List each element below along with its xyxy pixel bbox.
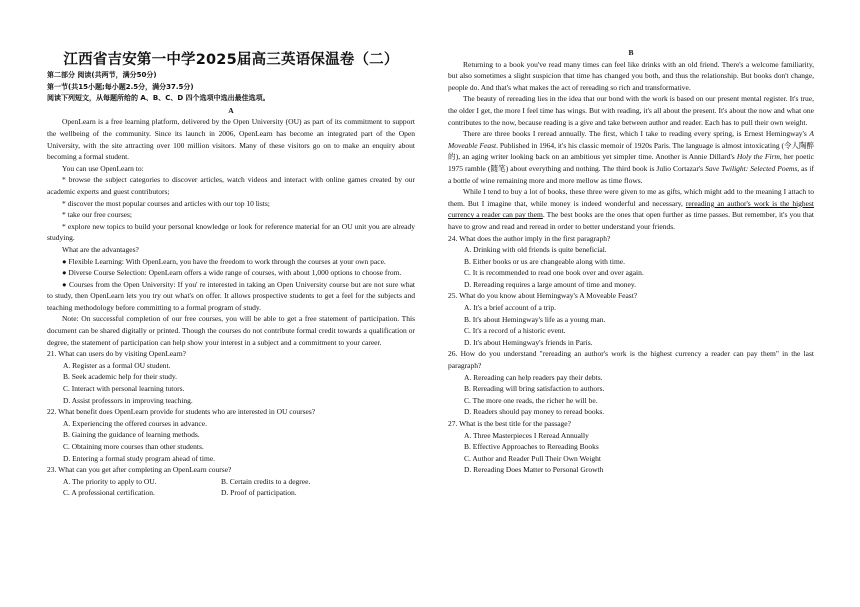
passage-b-paragraph: The beauty of rereading lies in the idea that our bond with the work is based on our present mental register. It's true, the older I get, the more I feel time has wings. But with reading, it's all about the present. It's about the now and what one contributes to the now, because reading is a give and take between author and reader. Each has to pull their own weight.: [448, 94, 814, 127]
option[interactable]: C. Interact with personal learning tutors.: [63, 384, 185, 394]
advantage-item: ● Courses from the Open University: If you' re interested in taking an Open University course but are not sure what to study, then OpenLearn lets you try out what's on offer. It allows prospective students to get a feel for the subjects and teaching methodology before committing to a formal program of study.: [47, 279, 415, 312]
question-stem: 25. What do you know about Hemingway's A Moveable Feast?: [448, 291, 638, 301]
right-column: [448, 0, 814, 476]
option[interactable]: D. It's about Hemingway's friends in Paris.: [464, 337, 593, 347]
note-paragraph: Note: On successful completion of our free courses, you will be able to get a free statement of participation. This document can be shared digitally or printed. Though the courses do not contribute formal credit towards a qualification or degree, the statement of participation can help show your interest in a subject and a commitment to your career.: [47, 314, 415, 347]
option[interactable]: D. Assist professors in improving teaching.: [63, 395, 193, 405]
option[interactable]: B. Rereading will bring satisfaction to authors.: [464, 384, 605, 394]
option[interactable]: A. Three Masterpieces I Reread Annually: [464, 430, 589, 440]
option[interactable]: A. The priority to apply to OU.: [63, 476, 157, 486]
bullet-item: * browse the subject categories to discover articles, watch videos and interact with online games created by our academic experts and guest contributors;: [47, 175, 415, 196]
instruction-text: 阅读下列短文，从每题所给的 A、B、C、D 四个选项中选出最佳选项。: [47, 94, 270, 103]
question-21: [47, 348, 415, 406]
option[interactable]: D. Proof of participation.: [221, 488, 297, 498]
passage-b-paragraph: [448, 128, 814, 186]
text-run: , her poetic 1975 ramble (随笔) about everything and nothing. The third book is Julio Cortazar's: [448, 152, 814, 173]
question-stem: 21. What can users do by visiting OpenLearn?: [47, 349, 186, 359]
question-stem: 24. What does the author imply in the first paragraph?: [448, 233, 611, 243]
passage-a-paragraph: You can use OpenLearn to:: [62, 163, 144, 173]
question-22: [47, 406, 415, 464]
book-title: Save Twilight: Selected Poems: [705, 163, 798, 173]
option[interactable]: B. Seek academic help for their study.: [63, 372, 178, 382]
option[interactable]: D. Entering a formal study program ahead of time.: [63, 453, 216, 463]
option[interactable]: C. The more one reads, the richer he will be.: [464, 395, 598, 405]
text-run: While I tend to buy a lot of books, these three were given to me as gifts, which might add to the meaning I attach to them. But I imagine that, while money is indeed wonderful and necessary,: [448, 187, 814, 208]
question-27: [448, 418, 814, 476]
text-run: , as if a bottle of wine remaining more and more mellow as time flows.: [448, 163, 814, 185]
option[interactable]: A. Register as a formal OU student.: [63, 360, 171, 370]
passage-a-paragraph: What are the advantages?: [62, 244, 139, 254]
question-stem: 26. How do you understand "rereading an author's work is the highest currency a reader can pay them" in the last paragraph?: [448, 349, 814, 371]
left-column: [47, 0, 415, 499]
advantage-item: ● Diverse Course Selection: OpenLearn offers a wide range of courses, with about 1,000 options to choose from.: [62, 268, 402, 278]
option[interactable]: C. It's a record of a historic event.: [464, 326, 566, 336]
option[interactable]: C. It is recommended to read one book over and over again.: [464, 268, 644, 278]
question-23: [47, 464, 415, 499]
question-26: [448, 348, 814, 418]
passage-b-label: B: [628, 48, 634, 57]
book-title: A Moveable Feast: [448, 129, 814, 150]
section-heading: 第一节(共15小题;每小题2.5分，满分37.5分): [47, 82, 194, 91]
option[interactable]: B. Either books or us are changeable along with time.: [464, 256, 625, 266]
part-heading: 第二部分 阅读(共两节，满分50分): [47, 71, 157, 79]
underlined-sentence: rereading an author's work is the highest currency a reader can pay them: [448, 198, 815, 220]
text-run: . The best books are the ones that open further as time passes. But remember, it's you that have to grow and read and reread in order to better understand your friends.: [448, 210, 815, 231]
question-24: [448, 233, 814, 291]
text-run: . Published in 1964, it's his classic memoir of 1920s Paris. The language is almost intoxicating (令人陶醉的), an aging writer looking back on an ambitious yet simpler time. Another is Annie Dillard's: [448, 140, 815, 162]
option[interactable]: A. It's a brief account of a trip.: [464, 303, 556, 313]
option[interactable]: D. Readers should pay money to reread books.: [464, 407, 605, 417]
bullet-item: * explore new topics to build your personal knowledge or look for reference material for an OU unit you are already studying.: [47, 221, 415, 243]
option[interactable]: A. Rereading can help readers pay their debts.: [464, 372, 603, 382]
book-title: Holy the Firm: [736, 152, 780, 162]
passage-b-paragraph: Returning to a book you've read many times can feel like drinks with an old friend. There's a welcome familiarity, but also sometimes a slight suspicion that time has changed you both, and thus the relationship. But books don't change, people do. And that's what makes the act of rereading so rich and transformative.: [448, 59, 814, 92]
bullet-item: * take our free courses;: [62, 210, 132, 220]
option[interactable]: D. Rereading Does Matter to Personal Growth: [464, 465, 604, 475]
question-25: [448, 290, 814, 348]
exam-title: 江西省吉安第一中学2025届高三英语保温卷（二）: [63, 52, 399, 68]
question-stem: 27. What is the best title for the passage?: [448, 419, 571, 428]
question-stem: 23. What can you get after completing an OpenLearn course?: [47, 465, 232, 475]
passage-a-paragraph: OpenLearn is a free learning platform, delivered by the Open University (OU) as part of its commitment to support the wellbeing of the community. Since its launch in 2006, OpenLearn has become an integrated part of the Open University, with the site attracting over 100 million visitors. Many of these visitors go on to make an enquiry about becoming a formal student.: [47, 117, 415, 162]
passage-b-paragraph: [448, 186, 814, 232]
option[interactable]: B. Certain credits to a degree.: [221, 476, 311, 486]
passage-a-label: A: [228, 105, 234, 115]
option[interactable]: A. Drinking with old friends is quite beneficial.: [464, 245, 607, 255]
option[interactable]: B. It's about Hemingway's life as a young man.: [464, 314, 606, 324]
option[interactable]: C. Author and Reader Pull Their Own Weight: [464, 453, 602, 463]
option[interactable]: B. Effective Approaches to Rereading Books: [464, 442, 599, 452]
text-run: There are three books I reread annually. The first, which I take to reading every spring, is Ernest Hemingway's: [463, 129, 810, 139]
option[interactable]: C. A professional certification.: [63, 488, 155, 498]
option[interactable]: C. Obtaining more courses than other students.: [63, 442, 204, 451]
bullet-item: * discover the most popular courses and articles with our top 10 lists;: [62, 198, 270, 208]
option[interactable]: A. Experiencing the offered courses in advance.: [63, 418, 207, 428]
option[interactable]: D. Rereading requires a large amount of time and money.: [464, 279, 637, 289]
advantage-item: ● Flexible Learning: With OpenLearn, you have the freedom to work through the courses at your own pace.: [62, 256, 386, 266]
question-stem: 22. What benefit does OpenLearn provide for students who are interested in OU courses?: [47, 407, 316, 417]
option[interactable]: B. Gaining the guidance of learning methods.: [63, 430, 200, 440]
